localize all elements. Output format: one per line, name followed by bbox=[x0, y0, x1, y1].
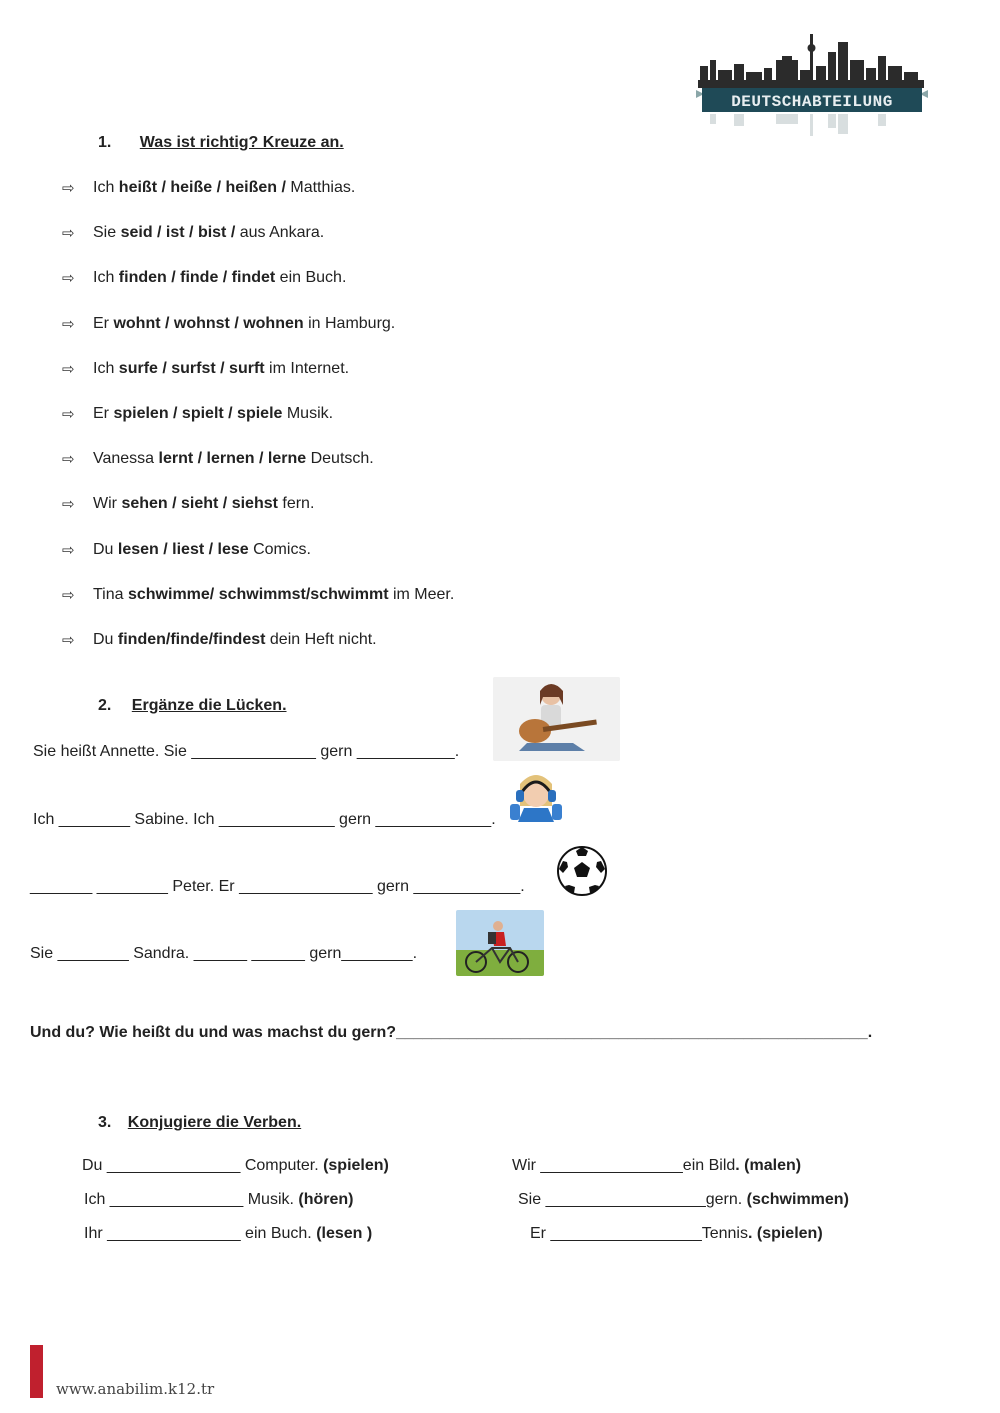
sentence-subject: Du bbox=[93, 541, 118, 558]
conjugation-left-3-verb: (lesen ) bbox=[316, 1225, 373, 1242]
sentence-subject: Wir bbox=[93, 495, 122, 512]
arrow-icon: ⇨ bbox=[62, 361, 75, 378]
fill-line-4[interactable]: Sie ________ Sandra. ______ ______ gern________. bbox=[30, 945, 418, 962]
sentence-subject: Du bbox=[93, 631, 118, 648]
arrow-icon: ⇨ bbox=[62, 632, 75, 649]
conjugation-left-2-verb: (hören) bbox=[298, 1191, 354, 1208]
verb-options[interactable]: lesen / liest / lese bbox=[117, 541, 249, 558]
sentence-rest: im Internet. bbox=[264, 360, 350, 377]
sentence-rest: fern. bbox=[277, 495, 315, 512]
conjugation-right-2[interactable] bbox=[518, 1191, 849, 1209]
arrow-icon: ⇨ bbox=[62, 316, 75, 333]
footer-url[interactable]: www.anabilim.k12.tr bbox=[56, 1380, 215, 1398]
logo-text: DEUTSCHABTEILUNG bbox=[731, 93, 893, 111]
sentence-rest: ein Buch. bbox=[275, 269, 347, 286]
section1-number: 1. bbox=[98, 134, 112, 151]
sentence-subject: Er bbox=[93, 315, 114, 332]
verb-options[interactable]: lernt / lernen / lerne bbox=[158, 450, 307, 467]
sentence-rest: aus Ankara. bbox=[235, 224, 325, 241]
exercise-sentence bbox=[93, 315, 395, 333]
open-question[interactable]: Und du? Wie heißt du und was machst du gern?_____________________________________________________. bbox=[30, 1024, 873, 1041]
arrow-icon: ⇨ bbox=[62, 270, 75, 287]
conjugation-right-1-text: Wir ________________ein Bild bbox=[512, 1157, 736, 1174]
exercise-sentence bbox=[93, 179, 355, 197]
footer-red-bar bbox=[30, 1345, 43, 1398]
arrow-icon: ⇨ bbox=[62, 180, 75, 197]
sentence-subject: Ich bbox=[93, 360, 119, 377]
verb-options[interactable]: wohnt / wohnst / wohnen bbox=[113, 315, 304, 332]
fill-line-1[interactable]: Sie heißt Annette. Sie ______________ gern ___________. bbox=[33, 743, 460, 760]
soccer-ball-image bbox=[556, 845, 608, 897]
conjugation-right-2-text: Sie __________________gern. bbox=[518, 1191, 747, 1208]
verb-options[interactable]: spielen / spielt / spiele bbox=[113, 405, 283, 422]
section1-heading-row bbox=[98, 134, 344, 152]
sentence-rest: dein Heft nicht. bbox=[265, 631, 377, 648]
section3-number: 3. bbox=[98, 1114, 112, 1131]
verb-options[interactable]: finden/finde/findest bbox=[117, 631, 266, 648]
sentence-subject: Ich bbox=[93, 179, 119, 196]
verb-options[interactable]: seid / ist / bist / bbox=[120, 224, 236, 241]
sentence-rest: Musik. bbox=[282, 405, 334, 422]
conjugation-left-3-text: Ihr _______________ ein Buch. bbox=[84, 1225, 317, 1242]
section3-heading-row bbox=[98, 1114, 301, 1132]
exercise-sentence bbox=[93, 405, 333, 423]
exercise-sentence bbox=[93, 224, 324, 242]
verb-options[interactable]: surfe / surfst / surft bbox=[118, 360, 265, 377]
sentence-rest: Matthias. bbox=[285, 179, 356, 196]
logo bbox=[696, 30, 928, 138]
exercise-sentence bbox=[93, 541, 311, 559]
conjugation-left-1-text: Du _______________ Computer. bbox=[82, 1157, 324, 1174]
section1-heading: Was ist richtig? Kreuze an. bbox=[139, 134, 344, 151]
exercise-sentence bbox=[93, 450, 374, 468]
conjugation-left-1[interactable] bbox=[82, 1157, 389, 1175]
section2-heading-row bbox=[98, 697, 287, 715]
fill-line-2[interactable]: Ich ________ Sabine. Ich _____________ gern _____________. bbox=[33, 811, 496, 828]
section3-heading: Konjugiere die Verben. bbox=[127, 1114, 302, 1131]
verb-options[interactable]: schwimme/ schwimmst/schwimmt bbox=[127, 586, 389, 603]
exercise-sentence bbox=[93, 269, 346, 287]
verb-options[interactable]: heißt / heiße / heißen / bbox=[118, 179, 286, 196]
conjugation-right-3-verb: . (spielen) bbox=[747, 1225, 823, 1242]
arrow-icon: ⇨ bbox=[62, 496, 75, 513]
arrow-icon: ⇨ bbox=[62, 451, 75, 468]
sentence-subject: Sie bbox=[93, 224, 121, 241]
section2-number: 2. bbox=[98, 697, 112, 714]
sentence-rest: in Hamburg. bbox=[303, 315, 396, 332]
sentence-rest: im Meer. bbox=[388, 586, 455, 603]
sentence-subject: Ich bbox=[93, 269, 119, 286]
arrow-icon: ⇨ bbox=[62, 406, 75, 423]
headphones-girl-image bbox=[504, 766, 568, 822]
exercise-sentence bbox=[93, 495, 314, 513]
conjugation-left-1-verb: (spielen) bbox=[323, 1157, 389, 1174]
verb-options[interactable]: finden / finde / findet bbox=[118, 269, 276, 286]
section2-heading: Ergänze die Lücken. bbox=[131, 697, 287, 714]
cyclist-image bbox=[456, 910, 544, 976]
arrow-icon: ⇨ bbox=[62, 587, 75, 604]
guitar-girl-image bbox=[493, 677, 620, 761]
conjugation-right-1-verb: . (malen) bbox=[735, 1157, 802, 1174]
conjugation-right-1[interactable] bbox=[512, 1157, 801, 1175]
sentence-subject: Tina bbox=[93, 586, 128, 603]
conjugation-left-2-text: Ich _______________ Musik. bbox=[84, 1191, 299, 1208]
sentence-rest: Comics. bbox=[248, 541, 311, 558]
conjugation-right-3[interactable] bbox=[530, 1225, 823, 1243]
exercise-sentence bbox=[93, 360, 349, 378]
exercise-sentence bbox=[93, 586, 454, 604]
conjugation-left-3[interactable] bbox=[84, 1225, 372, 1243]
sentence-rest: Deutsch. bbox=[306, 450, 374, 467]
arrow-icon: ⇨ bbox=[62, 542, 75, 559]
arrow-icon: ⇨ bbox=[62, 225, 75, 242]
sentence-subject: Er bbox=[93, 405, 114, 422]
exercise-sentence bbox=[93, 631, 377, 649]
verb-options[interactable]: sehen / sieht / siehst bbox=[121, 495, 278, 512]
conjugation-right-2-verb: (schwimmen) bbox=[746, 1191, 849, 1208]
conjugation-right-3-text: Er _________________Tennis bbox=[530, 1225, 748, 1242]
skyline-logo-graphic bbox=[696, 30, 928, 138]
conjugation-left-2[interactable] bbox=[84, 1191, 354, 1209]
fill-line-3[interactable]: _______ ________ Peter. Er _______________ gern ____________. bbox=[30, 878, 525, 895]
sentence-subject: Vanessa bbox=[93, 450, 159, 467]
